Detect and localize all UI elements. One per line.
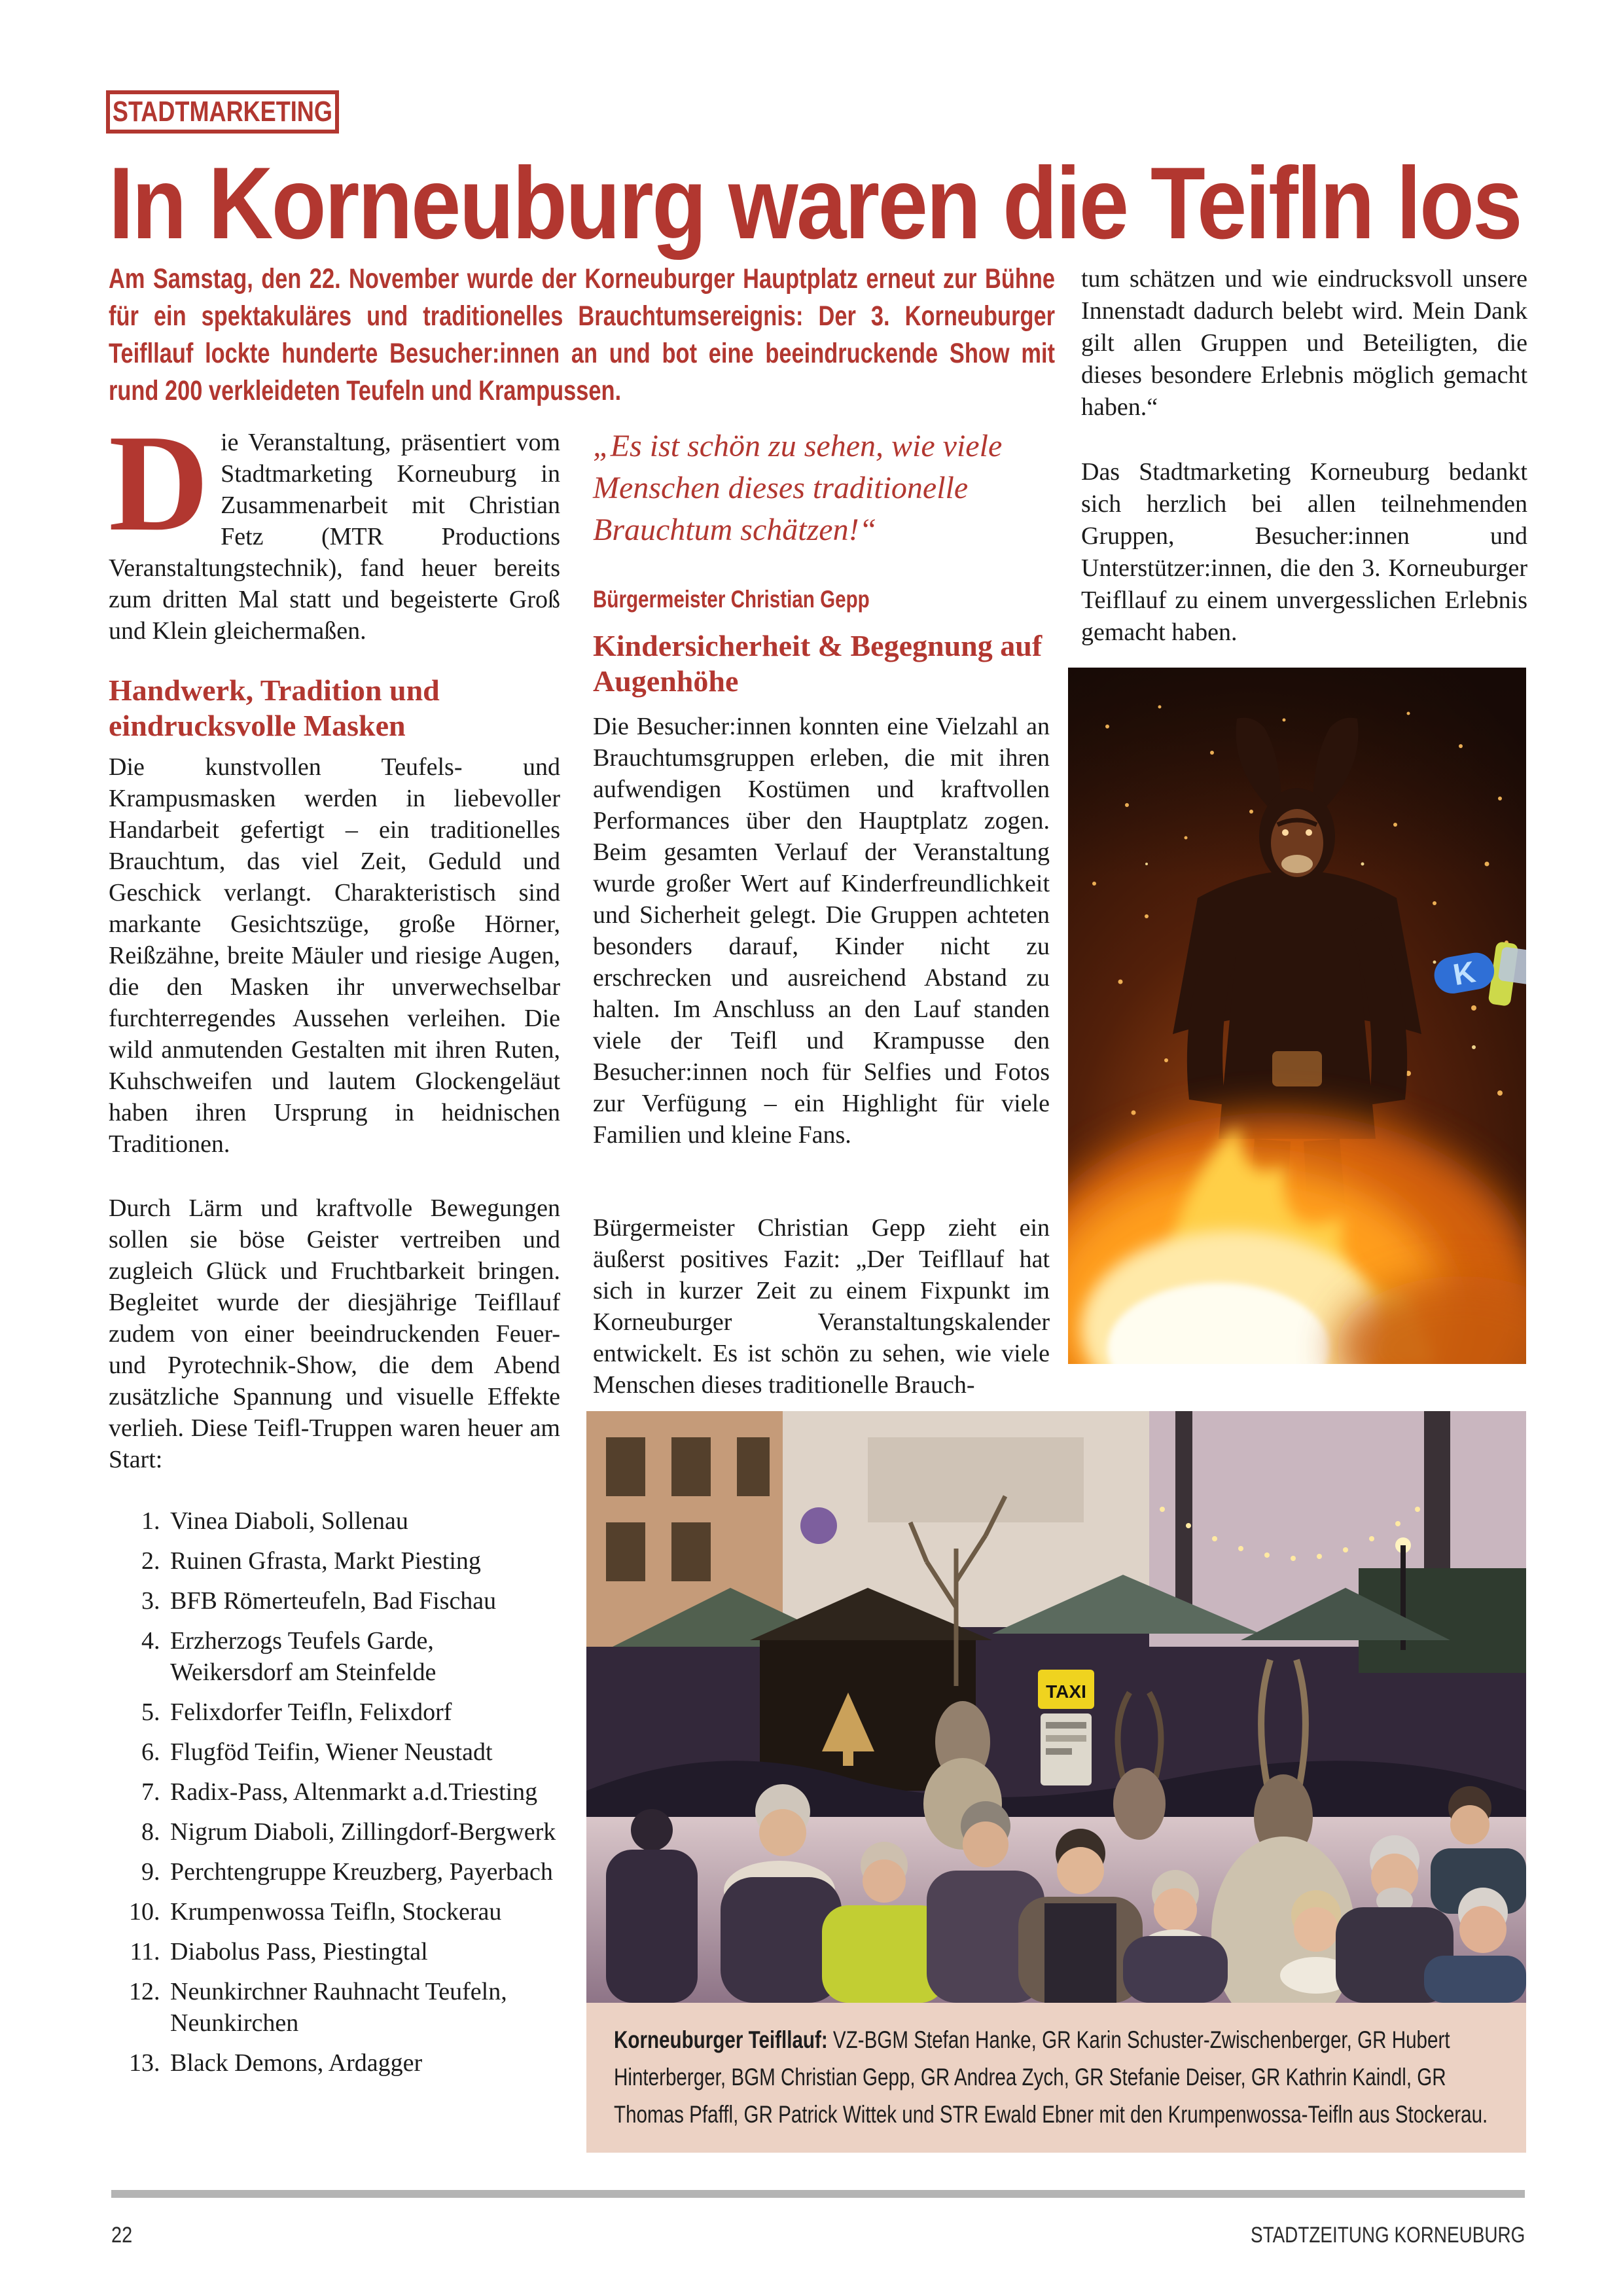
body-paragraph: Die Veranstaltung, präsentiert vom Stadtmarketing Korneuburg in Zusammenarbeit mit Christian Fetz (MTR Productions Veranstaltungstechnik), fand heuer bereits zum dritten Mal statt und begeisterte Groß und Klein gleichermaßen. — [109, 406, 560, 645]
pull-quote: „Es ist schön zu sehen, wie viele Menschen dieses traditionelle Brauchtum schätzen!“ — [593, 429, 1003, 547]
group-photo — [586, 1411, 1526, 2003]
body-paragraph: Durch Lärm und kraftvolle Bewegungen sollen sie böse Geister vertreiben und zugleich Glück und Fruchtbarkeit bringen. Begleitet wurde der diesjährige Teifllauf zudem von einer beeindruckenden Feuer- und Pyrotechnik-Show, die dem Abend zusätzliche Spannung und visuelle Effekte verlieh. Diese Teifl-Truppen waren heuer am Start: — [109, 1194, 560, 1473]
column-right — [1081, 263, 1527, 649]
subheading: Handwerk, Tradition und eindrucksvolle Masken — [109, 673, 440, 742]
section-tag-label: STADTMARKETING — [112, 96, 333, 128]
list-item: 6. Flugföd Teifin, Wiener Neustadt — [166, 1736, 560, 1768]
quote-attribution: Bürgermeister Christian Gepp — [593, 586, 870, 613]
list-item: 13. Black Demons, Ardagger — [166, 2047, 560, 2079]
taxi-sign — [1038, 1670, 1094, 1785]
fire-krampus-photo — [1068, 668, 1526, 1364]
taxi-sign-label: TAXI — [1046, 1681, 1086, 1702]
column-middle — [593, 425, 1050, 1401]
footer-rule — [111, 2190, 1525, 2198]
fire-krampus-illustration — [1068, 668, 1526, 1364]
group-photo-illustration — [586, 1411, 1526, 2003]
section-tag — [106, 90, 339, 134]
list-item: 5. Felixdorfer Teifln, Felixdorf — [166, 1696, 560, 1728]
list-item: 7. Radix-Pass, Altenmarkt a.d.Triesting — [166, 1776, 560, 1808]
subheading: Kindersicherheit & Begegnung auf Augenhöhe — [593, 629, 1043, 698]
list-item: 10. Krumpenwossa Teifln, Stockerau — [166, 1896, 560, 1928]
k-badge-letter: K — [1450, 954, 1478, 992]
list-item: 2. Ruinen Gfrasta, Markt Piesting — [166, 1545, 560, 1577]
caption-text: VZ-BGM Stefan Hanke, GR Karin Schuster-Zwischenberger, GR Hubert Hinterberger, BGM Christian Gepp, GR Andrea Zych, GR Stefanie Deiser, GR Kathrin Kaindl, GR Thomas Pfaffl, GR Patrick Wittek und STR Ewald Ebner mit den Krumpenwossa-Teifln aus Stockerau. — [614, 2026, 1488, 2128]
list-item: 12. Neunkirchner Rauhnacht Teufeln, Neunkirchen — [166, 1976, 560, 2039]
belt-plaque — [1272, 1051, 1322, 1086]
publication-name: STADTZEITUNG KORNEUBURG — [1250, 2223, 1525, 2248]
photo-caption — [586, 2003, 1526, 2153]
page-number: 22 — [111, 2223, 133, 2248]
list-item: 4. Erzherzogs Teufels Garde, Weikersdorf am Steinfelde — [166, 1625, 560, 1688]
body-paragraph: Die Besucher:innen konnten eine Vielzahl an Brauchtumsgruppen erleben, die mit ihren aufwendigen Kostümen und kraftvollen Performances über den Hauptplatz zogen. Beim gesamten Verlauf der Veranstaltung wurde großer Wert auf Kinderfreundlichkeit und Sicherheit gelegt. Die Gruppen achteten besonders darauf, Kinder nicht zu erschrecken und ausreichend Abstand zu halten. Im Anschluss an den Lauf standen viele der Teifl und Krampusse den Besucher:innen noch für Selfies und Fotos zur Verfügung – ein Highlight für viele Familien und kleine Fans. — [593, 713, 1050, 1149]
caption-lead-in: Korneuburger Teifllauf: — [614, 2026, 828, 2053]
list-item: 1. Vinea Diaboli, Sollenau — [166, 1505, 560, 1537]
list-item: 8. Nigrum Diaboli, Zillingdorf-Bergwerk — [166, 1816, 560, 1848]
body-paragraph: Das Stadtmarketing Korneuburg bedankt sich herzlich bei allen teilnehmenden Gruppen, Besucher:innen und Unterstützer:innen, die den 3. Korneuburger Teifllauf zu einem unvergesslichen Erlebnis gemacht haben. — [1081, 458, 1527, 646]
body-paragraph: Die kunstvollen Teufels- und Krampusmasken werden in liebevoller Handarbeit gefertigt – ein traditionelles Brauchtum, das viel Zeit, Geduld und Geschick verlangt. Charakteristisch sind markante Gesichtszüge, große Hörner, Reißzähne, breite Mäuler und riesige Augen, die den Masken ihr unverwechselbar furchterregendes Aussehen verleihen. Die wild anmutenden Gestalten mit ihren Ruten, Kuhschweifen und lautem Glockengeläut haben ihren Ursprung in heidnischen Traditionen. — [109, 753, 560, 1158]
page-title: In Korneuburg waren die Teifln los — [109, 147, 1521, 260]
body-paragraph: tum schätzen und wie eindrucksvoll unsere Innenstadt dadurch belebt wird. Mein Dank gilt allen Gruppen und Beteiligten, die dieses besondere Erlebnis möglich gemacht haben.“ — [1081, 265, 1527, 421]
list-item: 9. Perchtengruppe Kreuzberg, Payerbach — [166, 1856, 560, 1888]
troupe-list — [109, 1505, 560, 2079]
list-item: 3. BFB Römerteufeln, Bad Fischau — [166, 1585, 560, 1617]
lede-paragraph: Am Samstag, den 22. November wurde der Korneuburger Hauptplatz erneut zur Bühne für ein spektakuläres und traditionelles Brauchtumsereignis: Der 3. Korneuburger Teifllauf lockte hunderte Besucher:innen an und bot eine beeindruckende Show mit rund 200 verkleideten Teufeln und Krampussen. — [109, 263, 1055, 406]
list-item: 11. Diabolus Pass, Piestingtal — [166, 1936, 560, 1967]
column-left — [109, 406, 560, 2087]
drop-cap: D — [109, 406, 209, 560]
body-paragraph: Bürgermeister Christian Gepp zieht ein äußerst positives Fazit: „Der Teifllauf hat sich in kurzer Zeit zu einem Fixpunkt im Korneuburger Veranstaltungskalender entwickelt. Es ist schön zu sehen, wie viele Menschen dieses traditionelle Brauch- — [593, 1214, 1050, 1399]
